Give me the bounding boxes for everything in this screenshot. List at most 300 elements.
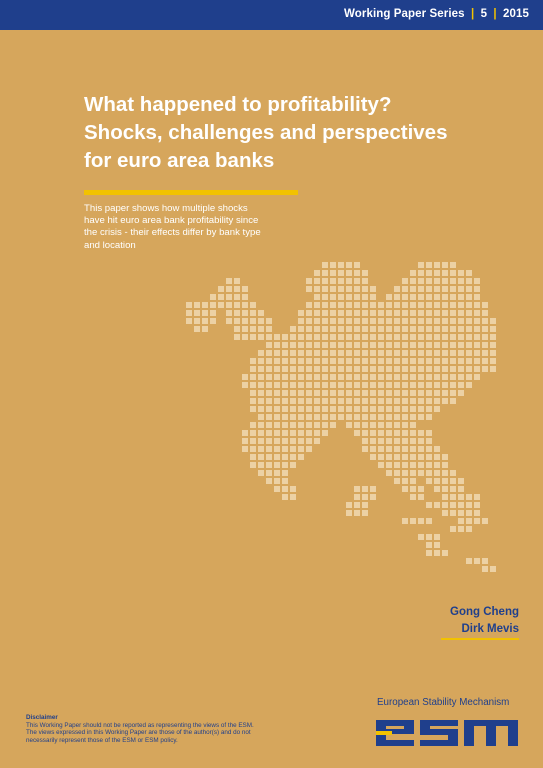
map-dot [282,486,288,492]
map-dot [314,342,320,348]
map-dot [434,382,440,388]
map-dot [466,374,472,380]
map-dot [314,406,320,412]
map-dot [426,534,432,540]
map-dot [258,462,264,468]
map-dot [354,374,360,380]
map-dot [370,326,376,332]
map-dot [442,302,448,308]
map-dot [306,358,312,364]
map-dot [250,446,256,452]
map-dot [322,406,328,412]
map-dot [386,318,392,324]
map-dot [410,382,416,388]
map-dot [394,366,400,372]
map-dot [442,326,448,332]
map-dot [410,422,416,428]
map-dot [266,358,272,364]
map-dot [474,518,480,524]
map-dot [434,542,440,548]
map-dot [458,350,464,356]
map-dot [394,334,400,340]
map-dot [362,398,368,404]
map-dot [402,302,408,308]
map-dot [402,350,408,356]
map-dot [482,302,488,308]
map-dot [322,422,328,428]
map-dot [282,366,288,372]
map-dot [386,422,392,428]
map-dot [290,406,296,412]
map-dot [402,470,408,476]
map-dot [314,350,320,356]
map-dot [346,374,352,380]
map-dot [402,414,408,420]
map-dot [362,366,368,372]
map-dot [226,310,232,316]
map-dot [402,310,408,316]
map-dot [370,398,376,404]
map-dot [450,310,456,316]
paper-number: 5 [480,8,488,20]
map-dot [442,374,448,380]
map-dot [386,334,392,340]
map-dot [322,366,328,372]
map-dot [290,350,296,356]
map-dot [378,318,384,324]
map-dot [410,518,416,524]
map-dot [482,318,488,324]
map-dot [282,350,288,356]
map-dot [282,406,288,412]
map-dot [250,390,256,396]
map-dot [298,358,304,364]
map-dot [298,438,304,444]
map-dot [346,342,352,348]
map-dot [370,350,376,356]
map-dot [330,286,336,292]
map-dot [418,462,424,468]
map-dot [394,342,400,348]
map-dot [442,550,448,556]
map-dot [298,326,304,332]
map-dot [458,294,464,300]
map-dot [338,366,344,372]
map-dot [442,502,448,508]
map-dot [362,318,368,324]
map-dot [322,286,328,292]
map-dot [290,374,296,380]
map-dot [426,278,432,284]
map-dot [466,366,472,372]
map-dot [426,334,432,340]
map-dot [354,342,360,348]
map-dot [410,478,416,484]
map-dot [330,414,336,420]
map-dot [458,390,464,396]
map-dot [466,286,472,292]
map-dot [402,518,408,524]
map-dot [234,334,240,340]
map-dot [314,430,320,436]
map-dot [218,302,224,308]
map-dot [466,358,472,364]
map-dot [474,278,480,284]
map-dot [250,454,256,460]
map-dot [298,422,304,428]
map-dot [354,334,360,340]
map-dot [306,318,312,324]
map-dot [266,446,272,452]
map-dot [314,390,320,396]
map-dot [394,318,400,324]
map-dot [354,270,360,276]
map-dot [266,454,272,460]
map-dot [434,398,440,404]
map-dot [354,430,360,436]
map-dot [442,294,448,300]
map-dot [458,326,464,332]
map-dot [274,382,280,388]
map-dot [370,454,376,460]
map-dot [322,334,328,340]
map-dot [394,438,400,444]
map-dot [306,382,312,388]
map-dot [458,302,464,308]
map-dot [338,374,344,380]
author-underline [441,638,519,640]
header-bar [0,0,543,30]
map-dot [298,350,304,356]
map-dot [386,406,392,412]
map-dot [266,422,272,428]
map-dot [402,334,408,340]
map-dot [242,374,248,380]
map-dot [250,398,256,404]
map-dot [450,502,456,508]
map-dot [258,470,264,476]
map-dot [338,318,344,324]
map-dot [442,510,448,516]
map-dot [306,350,312,356]
map-dot [306,446,312,452]
map-dot [282,390,288,396]
map-dot [314,374,320,380]
map-dot [282,494,288,500]
map-dot [458,366,464,372]
map-dot [322,310,328,316]
map-dot [466,502,472,508]
map-dot [330,398,336,404]
map-dot [450,278,456,284]
map-dot [410,286,416,292]
map-dot [234,278,240,284]
map-dot [362,342,368,348]
map-dot [418,334,424,340]
map-dot [450,270,456,276]
map-dot [266,366,272,372]
map-dot [474,366,480,372]
map-dot [266,462,272,468]
map-dot [306,366,312,372]
map-dot [386,310,392,316]
map-dot [354,294,360,300]
map-dot [250,326,256,332]
map-dot [202,310,208,316]
map-dot [282,446,288,452]
map-dot [330,358,336,364]
map-dot [258,310,264,316]
map-dot [298,366,304,372]
map-dot [386,294,392,300]
map-dot [274,374,280,380]
map-dot [314,294,320,300]
map-dot [274,454,280,460]
map-dot [266,478,272,484]
map-dot [426,518,432,524]
map-dot [338,350,344,356]
map-dot [274,358,280,364]
map-dot [362,374,368,380]
map-dot [410,302,416,308]
map-dot [274,422,280,428]
map-dot [466,342,472,348]
map-dot [458,494,464,500]
map-dot [330,262,336,268]
map-dot [370,366,376,372]
map-dot [298,374,304,380]
map-dot [242,438,248,444]
map-dot [370,286,376,292]
map-dot [386,374,392,380]
map-dot [410,414,416,420]
map-dot [394,326,400,332]
map-dot [378,398,384,404]
map-dot [266,406,272,412]
map-dot [418,278,424,284]
map-dot [434,318,440,324]
map-dot [362,414,368,420]
esm-logo [374,712,520,750]
map-dot [402,342,408,348]
map-dot [418,358,424,364]
map-dot [394,390,400,396]
map-dot [466,510,472,516]
map-dot [250,334,256,340]
map-dot [474,342,480,348]
map-dot [442,358,448,364]
map-dot [458,478,464,484]
map-dot [346,334,352,340]
map-dot [418,366,424,372]
map-dot [434,446,440,452]
map-dot [298,406,304,412]
map-dot [370,430,376,436]
map-dot [338,334,344,340]
map-dot [490,366,496,372]
map-dot [402,454,408,460]
map-dot [418,430,424,436]
map-dot [442,478,448,484]
map-dot [346,310,352,316]
map-dot [386,382,392,388]
map-dot [330,310,336,316]
map-dot [474,334,480,340]
map-dot [258,390,264,396]
map-dot [402,374,408,380]
map-dot [418,294,424,300]
map-dot [290,398,296,404]
map-dot [466,558,472,564]
map-dot [410,390,416,396]
map-dot [266,374,272,380]
map-dot [258,454,264,460]
map-dot [274,334,280,340]
map-dot [306,406,312,412]
map-dot [458,374,464,380]
map-dot [322,414,328,420]
map-dot [282,430,288,436]
map-dot [426,310,432,316]
map-dot [338,286,344,292]
map-dot [266,318,272,324]
map-dot [322,382,328,388]
map-dot [274,350,280,356]
map-dot [370,422,376,428]
map-dot [386,430,392,436]
map-dot [442,334,448,340]
map-dot [346,510,352,516]
map-dot [402,406,408,412]
map-dot [402,390,408,396]
map-dot [226,302,232,308]
map-dot [362,334,368,340]
map-dot [338,310,344,316]
map-dot [186,302,192,308]
map-dot [410,446,416,452]
map-dot [434,550,440,556]
map-dot [474,558,480,564]
map-dot [266,390,272,396]
map-dot [362,286,368,292]
map-dot [274,486,280,492]
map-dot [226,278,232,284]
map-dot [370,318,376,324]
map-dot [330,294,336,300]
map-dot [354,422,360,428]
map-dot [410,366,416,372]
map-dot [354,502,360,508]
map-dot [402,438,408,444]
map-dot [370,382,376,388]
map-dot [394,302,400,308]
map-dot [362,390,368,396]
map-dot [266,326,272,332]
map-dot [410,430,416,436]
map-dot [330,366,336,372]
map-dot [402,318,408,324]
map-dot [330,422,336,428]
map-dot [354,310,360,316]
map-dot [346,318,352,324]
map-dot [394,430,400,436]
map-dot [378,390,384,396]
map-dot [466,326,472,332]
map-dot [346,390,352,396]
map-dot [450,318,456,324]
map-dot [426,462,432,468]
map-dot [194,318,200,324]
map-dot [434,334,440,340]
map-dot [402,286,408,292]
map-dot [202,326,208,332]
map-dot [394,286,400,292]
map-dot [354,262,360,268]
map-dot [322,270,328,276]
map-dot [346,326,352,332]
map-dot [290,462,296,468]
map-dot [450,350,456,356]
map-dot [314,278,320,284]
map-dot [450,262,456,268]
map-dot [418,310,424,316]
map-dot [202,302,208,308]
map-dot [490,318,496,324]
map-dot [410,270,416,276]
map-dot [434,302,440,308]
map-dot [418,446,424,452]
map-dot [442,342,448,348]
map-dot [378,358,384,364]
map-dot [306,422,312,428]
map-dot [378,302,384,308]
map-dot [450,494,456,500]
map-dot [282,470,288,476]
map-dot [482,366,488,372]
map-dot [394,398,400,404]
map-dot [434,350,440,356]
map-dot [330,342,336,348]
map-dot [346,382,352,388]
map-dot [482,334,488,340]
map-dot [314,366,320,372]
map-dot [442,366,448,372]
map-dot [458,486,464,492]
map-dot [426,446,432,452]
map-dot [234,302,240,308]
title-underline [84,190,298,195]
map-dot [242,334,248,340]
map-dot [434,278,440,284]
map-dot [402,486,408,492]
map-dot [434,478,440,484]
map-dot [218,294,224,300]
map-dot [282,454,288,460]
map-dot [194,310,200,316]
map-dot [394,414,400,420]
map-dot [418,406,424,412]
map-dot [306,326,312,332]
map-dot [394,350,400,356]
map-dot [346,398,352,404]
map-dot [282,422,288,428]
svg-text:esm: esm [374,712,376,713]
map-dot [426,270,432,276]
map-dot [370,494,376,500]
map-dot [242,430,248,436]
map-dot [450,358,456,364]
map-dot [378,438,384,444]
